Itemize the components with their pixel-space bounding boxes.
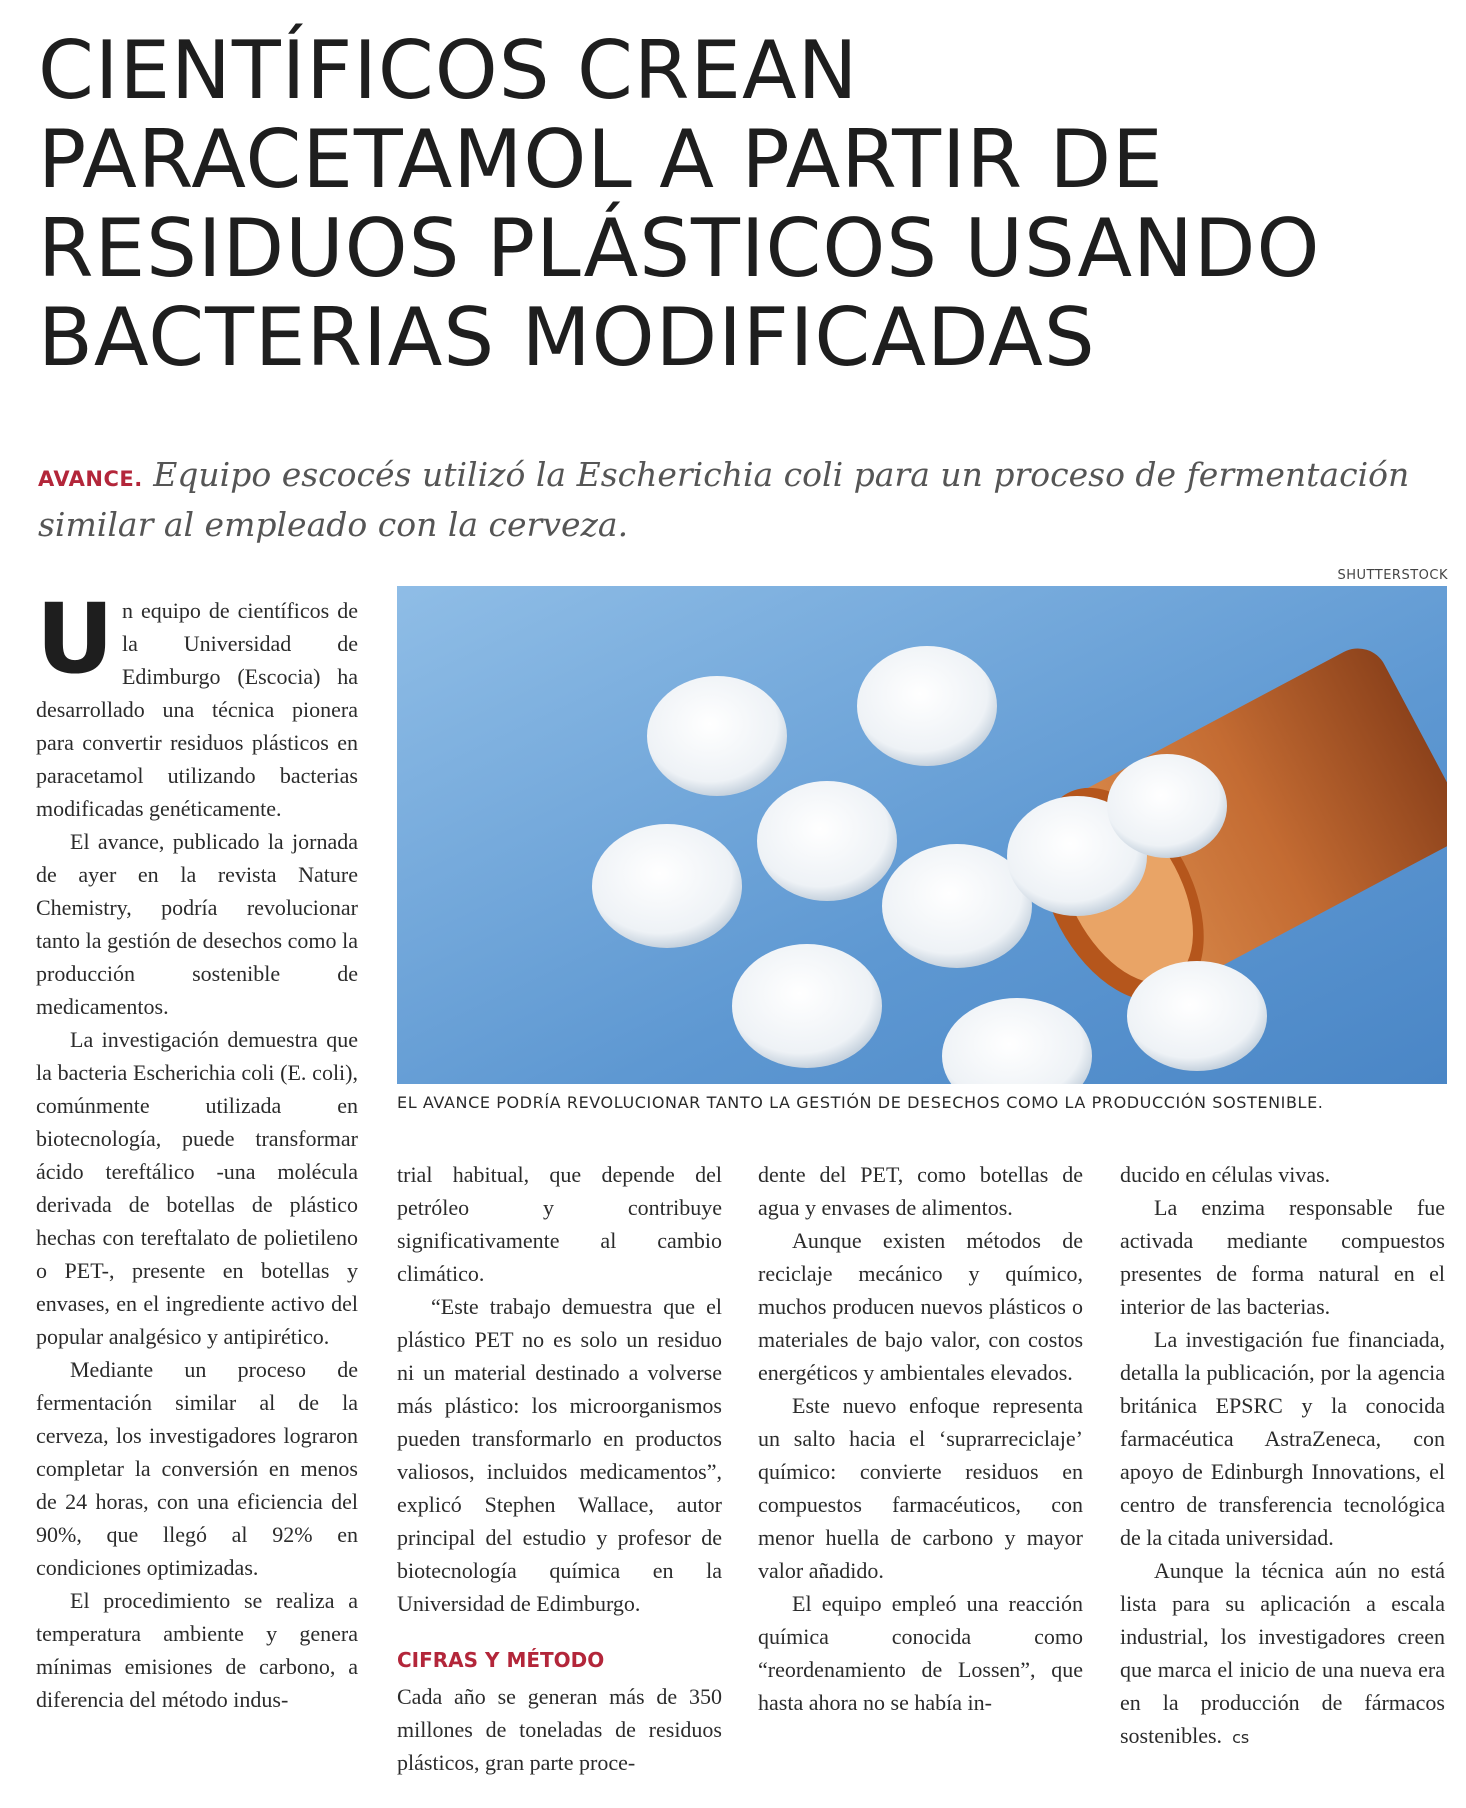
paragraph: Este nuevo enfoque representa un salto hacia el ‘suprarreciclaje’ químico: convierte residuos en compuestos farmacéuticos, con menor huella de carbono y mayor valor añadido. xyxy=(758,1393,1083,1583)
paragraph: Mediante un proceso de fermentación similar al de la cerveza, los investigadores lograron completar la conversión en menos de 24 horas, con una eficiencia del 90%, que llegó al 92% en condiciones optimizadas. xyxy=(36,1357,358,1580)
headline-line: CIENTÍFICOS CREAN xyxy=(38,24,859,117)
deck-subtitle xyxy=(38,452,1438,547)
paragraph: El equipo empleó una reacción química conocida como “reordenamiento de Lossen”, que hasta ahora no se había in- xyxy=(758,1591,1083,1715)
pills-illustration xyxy=(397,586,1447,1084)
article-column-1 xyxy=(36,583,358,1716)
section-subhead: CIFRAS Y MÉTODO xyxy=(397,1648,605,1672)
paragraph-text: Aunque la técnica aún no está lista para su aplicación a escala industrial, los investigadores creen que marca el inicio de una nueva era en la producción de fármacos sostenibles. xyxy=(1120,1558,1445,1748)
paragraph: Cada año se generan más de 350 millones de toneladas de residuos plásticos, gran parte proce- xyxy=(397,1684,722,1775)
article-photo xyxy=(397,586,1447,1084)
paragraph: Aunque existen métodos de reciclaje mecánico y químico, muchos producen nuevos plásticos o materiales de bajo valor, con costos energéticos y ambientales elevados. xyxy=(758,1228,1083,1385)
paragraph xyxy=(1120,1554,1445,1754)
deck-kicker: AVANCE. xyxy=(38,467,143,491)
paragraph: El avance, publicado la jornada de ayer en la revista Nature Chemistry, podría revolucionar tanto la gestión de desechos como la producción sostenible de medicamentos. xyxy=(36,829,358,1019)
headline-line: RESIDUOS PLÁSTICOS USANDO xyxy=(38,202,1321,295)
paragraph: ducido en células vivas. xyxy=(1120,1162,1331,1187)
paragraph: “Este trabajo demuestra que el plástico PET no es solo un residuo ni un material destinado a volverse más plástico: los microorganismos pueden transformarlo en productos valiosos, incluidos medicamentos”, explicó Stephen Wallace, autor principal del estudio y profesor de biotecnología química en la Universidad de Edimburgo. xyxy=(397,1294,722,1616)
deck-text: Equipo escocés utilizó la Escherichia coli para un proceso de fermentación similar al empleado con la cerveza. xyxy=(38,455,1410,544)
paragraph: dente del PET, como botellas de agua y envases de alimentos. xyxy=(758,1162,1083,1220)
paragraph: trial habitual, que depende del petróleo y contribuye significativamente al cambio climático. xyxy=(397,1162,722,1286)
headline-line: PARACETAMOL A PARTIR DE xyxy=(38,113,1164,206)
paragraph: El procedimiento se realiza a temperatura ambiente y genera mínimas emisiones de carbono, a diferencia del método indus- xyxy=(36,1588,358,1712)
headline xyxy=(38,26,1438,382)
photo-credit: SHUTTERSTOCK xyxy=(1337,568,1448,583)
headline-line: BACTERIAS MODIFICADAS xyxy=(38,291,1096,384)
paragraph: La investigación demuestra que la bacteria Escherichia coli (E. coli), comúnmente utilizada en biotecnología, puede transformar ácido tereftálico -una molécula derivada de botellas de plástico hechas con tereftalato de polietileno o PET-, presente en botellas y envases, en el ingrediente activo del popular analgésico y antipirético. xyxy=(36,1027,358,1349)
paragraph: La investigación fue financiada, detalla la publicación, por la agencia británica EPSRC y la conocida farmacéutica AstraZeneca, con apoyo de Edinburgh Innovations, el centro de transferencia tecnológica de la citada universidad. xyxy=(1120,1327,1445,1550)
paragraph-text: n equipo de científicos de la Universidad de Edimburgo (Escocia) ha desarrollado una técnica pionera para convertir residuos plásticos en paracetamol utilizando bacterias modificadas genéticamente. xyxy=(36,598,358,821)
end-mark-icon: cs xyxy=(1232,1728,1250,1747)
photo-caption: EL AVANCE PODRÍA REVOLUCIONAR TANTO LA GESTIÓN DE DESECHOS COMO LA PRODUCCIÓN SOSTENIBLE. xyxy=(397,1093,1324,1112)
paragraph: La enzima responsable fue activada mediante compuestos presentes de forma natural en el interior de las bacterias. xyxy=(1120,1195,1445,1319)
drop-cap: U xyxy=(36,583,114,695)
article-column-3 xyxy=(758,1158,1083,1719)
article-column-2 xyxy=(397,1158,722,1779)
paragraph xyxy=(36,583,358,825)
article-column-4 xyxy=(1120,1158,1445,1754)
